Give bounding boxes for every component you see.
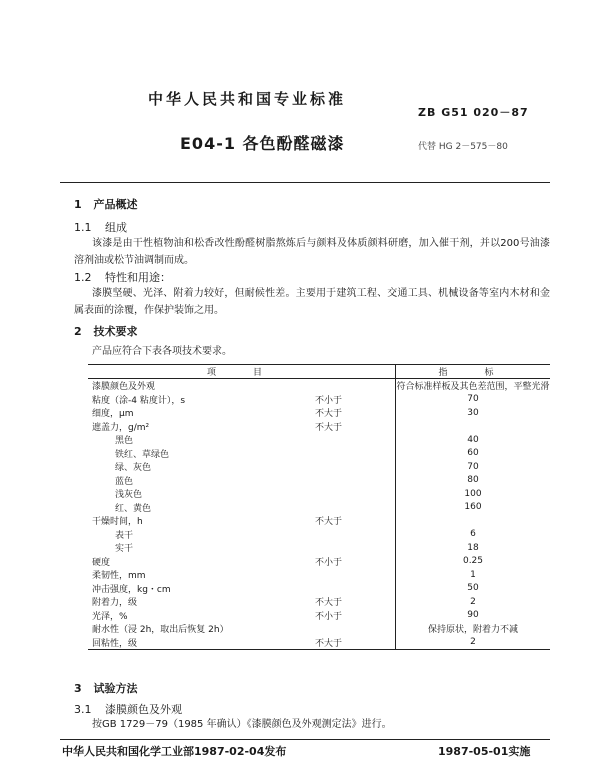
header-item: 项 目 [88,365,396,379]
table-row [88,474,550,488]
row-condition: 不大于 [315,595,396,609]
section-3-number: 3 [74,682,82,695]
row-condition: 不大于 [315,636,396,650]
row-value: 2 [470,596,476,607]
row-value: 50 [467,583,479,594]
row-value: 保持原状，附着力不减 [427,625,518,636]
row-condition [315,379,396,393]
table-row [88,487,550,501]
row-item: 浅灰色 [115,490,143,501]
row-item: 硬度 [92,557,111,568]
row-item: 粘度（涂-4 粘度计），s [92,395,186,406]
row-value: 70 [467,394,479,405]
row-value: 2 [396,636,551,650]
row-item: 绿、灰色 [115,463,152,474]
table-row [88,460,550,474]
table-row [88,622,550,636]
row-item: 回粘性，级 [88,636,315,650]
table-row [88,568,550,582]
row-condition [315,528,396,542]
document-title: E04-1 各色酚醛磁漆 [180,134,345,153]
table-row [88,528,550,542]
row-value: 70 [467,461,479,472]
row-value: 18 [467,542,479,553]
header-indicator: 指 标 [396,365,551,379]
section-3-1-title: 漆膜颜色及外观 [105,703,182,716]
row-condition [315,447,396,461]
row-item: 遮盖力，g/m² [92,422,150,433]
row-condition: 不大于 [315,420,396,434]
section-3-1-body: 按GB 1729－79（1985 年确认）《漆膜颜色及外观测定法》进行。 [92,719,392,730]
row-item: 实干 [115,544,134,555]
table-row [88,555,550,569]
row-value: 160 [464,502,482,513]
row-item: 附着力，级 [92,598,138,609]
row-item: 红、黄色 [115,503,152,514]
section-1-2-heading [74,269,171,285]
org-title: 中华人民共和国专业标准 [148,90,347,108]
row-condition [315,474,396,488]
section-3-1-heading [74,701,182,717]
row-condition: 不小于 [315,609,396,623]
replaces-standard: 代替 HG 2－575－80 [418,142,508,152]
row-condition: 不小于 [315,393,396,407]
row-item: 干燥时间，h [92,517,143,528]
row-condition [315,622,396,636]
row-item: 表干 [115,530,134,541]
standard-number: ZB G51 020－87 [418,106,529,119]
effective-date: 1987-05-01实施 [438,745,531,758]
row-condition [315,568,396,582]
row-value: 0.25 [462,556,484,567]
section-2-heading [74,323,138,339]
row-value [396,420,551,434]
row-item: 铁红、草绿色 [115,449,170,460]
table-row [88,447,550,461]
section-1-2-title: 特性和用途： [105,271,171,284]
top-rule [60,182,550,183]
row-condition [315,433,396,447]
table-row [88,406,550,420]
section-3-title: 试验方法 [93,682,138,695]
row-item: 冲击强度，kg・cm [92,584,171,595]
section-1-title: 产品概述 [93,198,138,211]
row-value: 6 [470,529,476,540]
table-row [88,393,550,407]
table-row [88,541,550,555]
issuer-line: 中华人民共和国化学工业部1987-02-04发布 [62,745,287,758]
section-2-number: 2 [74,325,82,338]
technical-requirements-table [88,364,550,650]
bottom-rule [60,739,550,740]
section-1-heading [74,196,138,212]
row-value: 1 [470,569,476,580]
table-row [88,420,550,434]
section-1-1-title: 组成 [105,221,127,234]
table-row [88,582,550,596]
row-item: 黑色 [115,436,134,447]
section-1-2-body: 漆膜坚硬、光泽、附着力较好，但耐候性差。主要用于建筑工程、交通工具、机械设备等室内木材和金属表面的涂覆，作保护装饰之用。 [74,288,550,316]
row-condition: 不大于 [315,514,396,528]
table-row [88,595,550,609]
section-1-1-number: 1.1 [74,221,92,234]
row-value [396,514,551,528]
section-1-2-number: 1.2 [74,271,92,284]
row-item: 光泽，% [92,611,128,622]
section-2-intro: 产品应符合下表各项技术要求。 [92,346,232,357]
row-condition [315,582,396,596]
row-value: 90 [467,610,479,621]
table-row [88,636,550,650]
row-item: 蓝色 [115,476,134,487]
row-condition [315,460,396,474]
row-value: 100 [464,488,482,499]
row-value: 30 [467,407,479,418]
section-3-heading [74,680,138,696]
section-1-1-body: 该漆是由干性植物油和松香改性酚醛树脂熬炼后与颜料及体质颜料研磨，加入催干剂，并以200号油漆溶剂油或松节油调制而成。 [74,238,550,266]
table-row [88,514,550,528]
row-value: 60 [467,448,479,459]
row-item: 漆膜颜色及外观 [92,382,156,393]
row-condition [315,541,396,555]
row-condition [315,501,396,515]
table-row [88,379,550,393]
section-1-number: 1 [74,198,82,211]
row-value: 符合标准样板及其色差范围，平整光滑 [396,382,550,393]
table-row [88,609,550,623]
section-3-1-number: 3.1 [74,703,92,716]
section-1-1-heading [74,219,127,235]
row-condition: 不大于 [315,406,396,420]
table-header-row [88,365,550,379]
row-condition [315,487,396,501]
row-condition: 不小于 [315,555,396,569]
row-item: 细度，μm [92,409,134,420]
row-value: 40 [467,434,479,445]
row-value: 80 [467,475,479,486]
row-item: 柔韧性，mm [92,571,146,582]
table-row [88,433,550,447]
table-row [88,501,550,515]
section-2-title: 技术要求 [93,325,138,338]
row-item: 耐水性（浸 2h，取出后恢复 2h） [92,625,229,636]
